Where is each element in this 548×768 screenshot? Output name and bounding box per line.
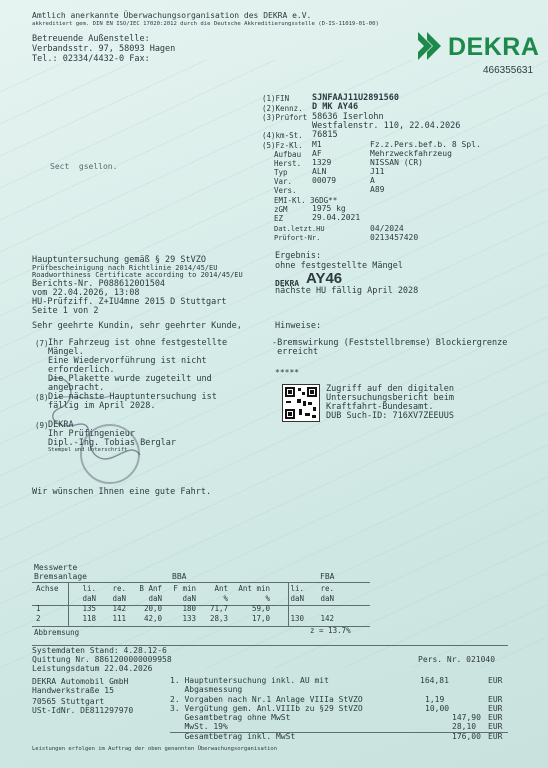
table-cell: 20,0: [143, 603, 162, 613]
table-unit-row: [32, 593, 338, 603]
dekra-logo-text: DEKRA: [448, 33, 540, 61]
receipt-number: Quittung Nr. 8861200000009958: [32, 655, 172, 664]
table-cell: 118: [82, 613, 96, 623]
note-9-number: (9): [35, 421, 49, 430]
table-header: Achse: [36, 583, 59, 593]
office-street: Verbandsstr. 97, 58093 Hagen: [32, 44, 176, 54]
last-hu-value: 04/2024: [370, 224, 404, 233]
note-9-line-2: Ihr Prüfingenieur: [48, 429, 135, 439]
aufbau-label: Aufbau: [274, 150, 302, 159]
vehicle-value-location: 58636 Iserlohn: [312, 112, 384, 122]
note-8-number: (8): [35, 393, 49, 402]
deceleration-label: Abbremsung: [34, 628, 80, 637]
invoice-total-currency: EUR: [488, 732, 503, 741]
invoice-item-text: MwSt. 19%: [170, 722, 228, 731]
var-label: Var.: [274, 177, 293, 186]
table-unit: daN: [148, 593, 162, 603]
test-site-no-label: Prüfort-Nr.: [274, 234, 321, 242]
company-street: Handwerkstraße 15: [32, 686, 114, 695]
fzkl-label: (5)Fz-Kl.: [262, 141, 303, 150]
aufbau-desc: Mehrzweckfahrzeug: [370, 149, 452, 158]
vehicle-value-km: 76815: [312, 130, 338, 140]
herst-value: 1329: [312, 158, 332, 167]
table-header: Ant min: [238, 583, 270, 593]
invoice-item-currency: EUR: [488, 676, 503, 685]
certificate-subtitle-en: Roadworthiness Certificate according to 2014/45/EU: [32, 271, 243, 279]
table-unit: daN: [182, 593, 196, 603]
note-7-line-3: Eine Wiedervorführung ist nicht: [48, 356, 207, 366]
note-7-line-4: erforderlich.: [48, 365, 115, 375]
vers-label: Vers.: [274, 186, 297, 195]
table-unit: [32, 593, 70, 603]
vehicle-label-km: (4)km-St.: [262, 131, 303, 140]
table-cell: 180: [182, 603, 196, 613]
test-site-no-value: 0213457420: [370, 233, 419, 242]
herst-desc: NISSAN (CR): [370, 158, 423, 167]
table-unit: daN: [112, 593, 126, 603]
table-header: re.: [320, 583, 334, 593]
hu-code: HU-Prüfziff. Z+IU4mne 2015 D Stuttgart: [32, 297, 227, 307]
invoice-item-text: 2. Vorgaben nach Nr.1 Anlage VIIIa StVZO: [170, 695, 363, 704]
org-line: Amtlich anerkannte Überwachungsorganisation des DEKRA e.V.: [32, 11, 312, 20]
table-unit: %: [223, 593, 228, 603]
herst-label: Herst.: [274, 159, 302, 168]
note-8-line-1: Die nächste Hauptuntersuchung ist: [48, 392, 217, 402]
invoice-item-amount: 164,81: [420, 676, 449, 685]
company-name: DEKRA Automobil GmbH: [32, 677, 129, 686]
table-cell: 111: [112, 613, 126, 623]
stamp-caption: Stempel und Unterschrift: [48, 447, 128, 453]
note-7-line-5: Die Plakette wurde zugeteilt und: [48, 374, 212, 384]
table-cell: 142: [112, 603, 126, 613]
typ-label: Typ: [274, 168, 288, 177]
document-number: 466355631: [483, 65, 534, 76]
typ-value: ALN: [312, 167, 327, 176]
table-row: [32, 603, 338, 613]
inspector-name: Dipl.-Ing. Tobias Berglar: [48, 438, 176, 448]
note-9-line-1: DEKRA: [48, 420, 74, 430]
closing-line: Wir wünschen Ihnen eine gute Fahrt.: [32, 487, 212, 497]
table-cell: 17,0: [251, 613, 270, 623]
company-vat-id: USt-IdNr. DE811297970: [32, 706, 134, 715]
invoice-item-amount: 28,10: [452, 722, 477, 731]
vehicle-label-fin: (1)FIN: [262, 94, 290, 103]
qr-info-line-1: Zugriff auf den digitalen: [326, 384, 454, 394]
report-date: vom 22.04.2026, 13:08: [32, 288, 140, 298]
note-7-line-2: Mängel.: [48, 347, 84, 357]
recipient-name-partial: Sect gsellon.: [50, 162, 118, 171]
table-cell: 135: [82, 603, 96, 613]
accreditation-line: akkreditiert gem. DIN EN ISO/IEC 17020:2012 durch die Deutsche Akkreditierungsstelle (D-IS-11019-01-00): [32, 21, 379, 27]
table-cell: 59,0: [251, 603, 270, 613]
table-header: li.: [82, 583, 96, 593]
dekra-logo-icon: [418, 30, 448, 62]
last-hu-label: Dat.letzt.HU: [274, 225, 325, 233]
invoice-item-amount: 10,00: [425, 704, 450, 713]
office-title: Betreuende Außenstelle:: [32, 34, 150, 44]
remark-line-2: erreicht: [272, 347, 319, 357]
vers-desc: A89: [370, 185, 385, 194]
table-header: re.: [112, 583, 126, 593]
page-indicator: Seite 1 von 2: [32, 306, 99, 316]
office-phone: Tel.: 02334/4432-0 Fax:: [32, 54, 150, 64]
table-unit: %: [265, 593, 270, 603]
salutation: Sehr geehrte Kundin, sehr geehrter Kunde,: [32, 321, 242, 331]
vehicle-value-address: Westfalenstr. 110, 22.04.2026: [312, 121, 461, 131]
report-number: Berichts-Nr. P0886120O1504: [32, 279, 166, 289]
fzkl-value: M1: [312, 140, 322, 149]
parking-brake-label: FBA: [320, 572, 335, 581]
brake-table: [32, 583, 338, 623]
var-desc: A: [370, 176, 375, 185]
table-cell: 42,0: [143, 613, 162, 623]
table-cell: [308, 603, 338, 613]
personnel-number: Pers. Nr. 021040: [418, 655, 496, 664]
deceleration-value: z = 13.7%: [310, 626, 351, 635]
invoice-total-text: Gesamtbetrag inkl. MwSt: [170, 732, 296, 741]
invoice-item-currency: EUR: [488, 722, 503, 731]
next-hu-due: nächste HU fällig April 2028: [275, 286, 419, 296]
note-7-line-6: angebracht.: [48, 383, 105, 393]
table-cell: 28,3: [209, 613, 228, 623]
service-brake-label: BBA: [172, 572, 187, 581]
table-cell: 1: [36, 603, 41, 613]
zgm-value: 1975 kg: [312, 204, 346, 213]
qr-info-line-4: DUB Such-ID: 716XV7ZEEUUS: [326, 411, 454, 421]
remark-line-1: -Bremswirkung (Feststellbremse) Blockiergrenze: [272, 338, 508, 348]
fzkl-desc: Fz.z.Pers.bef.b. 8 Spl.: [370, 140, 481, 149]
qr-info-line-2: Untersuchungsbericht beim: [326, 393, 454, 403]
invoice-item-currency: EUR: [488, 704, 503, 713]
table-cell: 133: [182, 613, 196, 623]
invoice-item-text: 3. Vergütung gem. Anl.VIIIb zu §29 StVZO: [170, 704, 363, 713]
result-text: ohne festgestellte Mängel: [275, 261, 403, 271]
note-7-number: (7): [35, 339, 49, 348]
qr-code: [282, 384, 320, 422]
company-city: 70565 Stuttgart: [32, 697, 105, 706]
table-cell: 71,7: [209, 603, 228, 613]
vehicle-value-fin: SJNFAAJ11U2891560: [312, 93, 399, 103]
table-cell: 142: [320, 613, 334, 623]
brakes-title-2: Bremsanlage: [34, 572, 87, 581]
aufbau-value: AF: [312, 149, 322, 158]
table-cell: [274, 603, 308, 613]
vehicle-label-plate: (2)Kennz.: [262, 104, 303, 113]
invoice-item-text: Gesamtbetrag ohne MwSt: [170, 713, 291, 722]
footer-note: Leistungen erfolgen im Auftrag der oben genannten Überwachungsorganisation: [32, 746, 278, 752]
brakes-title-1: Messwerte: [34, 563, 78, 572]
invoice-item-currency: EUR: [488, 695, 503, 704]
invoice-item-currency: EUR: [488, 713, 503, 722]
var-value: 00079: [312, 176, 337, 185]
plate-prefix: DEKRA: [275, 279, 300, 288]
table-cell: 130: [290, 613, 304, 623]
zgm-label: zGM: [274, 205, 288, 214]
vehicle-value-plate: D MK AY46: [312, 102, 359, 112]
table-cell: 2: [36, 613, 41, 623]
ez-label: EZ: [274, 214, 284, 223]
table-header: li.: [290, 583, 304, 593]
typ-desc: J11: [370, 167, 385, 176]
table-row: [32, 613, 338, 623]
invoice-total-amount: 176,00: [452, 732, 481, 741]
plate-number: AY46: [306, 270, 343, 287]
certificate-title: Hauptuntersuchung gemäß § 29 StVZO: [32, 255, 206, 265]
invoice-item-amount: 1,19: [425, 695, 445, 704]
certificate-subtitle-de: Prüfbescheinigung nach Richtlinie 2014/45/EU: [32, 264, 218, 272]
table-unit: daN: [82, 593, 96, 603]
invoice-item-text: Abgasmessung: [170, 685, 243, 694]
vehicle-label-location: (3)Prüfort: [262, 113, 308, 122]
ez-value: 29.04.2021: [312, 213, 361, 222]
remarks-title: Hinweise:: [275, 321, 322, 331]
result-label: Ergebnis:: [275, 251, 322, 261]
invoice-item-amount: 147,90: [452, 713, 481, 722]
table-header: F min: [173, 583, 196, 593]
emi-class: EMI-Kl. 36DG**: [274, 196, 338, 205]
service-date: Leistungsdatum 22.04.2026: [32, 664, 153, 673]
invoice-item-text: 1. Hauptuntersuchung inkl. AU mit: [170, 676, 329, 685]
system-data: Systemdaten Stand: 4.28.12-6: [32, 646, 167, 655]
table-unit: daN: [290, 593, 304, 603]
note-7-line-1: Ihr Fahrzeug ist ohne festgestellte: [48, 338, 228, 348]
note-8-line-2: fällig im April 2028.: [48, 401, 156, 411]
table-header: B Anf: [139, 583, 162, 593]
table-header-row: [32, 583, 338, 593]
qr-info-line-3: Kraftfahrt-Bundesamt.: [326, 402, 434, 412]
inspector-signature: [40, 370, 160, 480]
table-unit: daN: [320, 593, 334, 603]
table-header: Ant: [214, 583, 228, 593]
remark-stars: *****: [275, 368, 300, 377]
